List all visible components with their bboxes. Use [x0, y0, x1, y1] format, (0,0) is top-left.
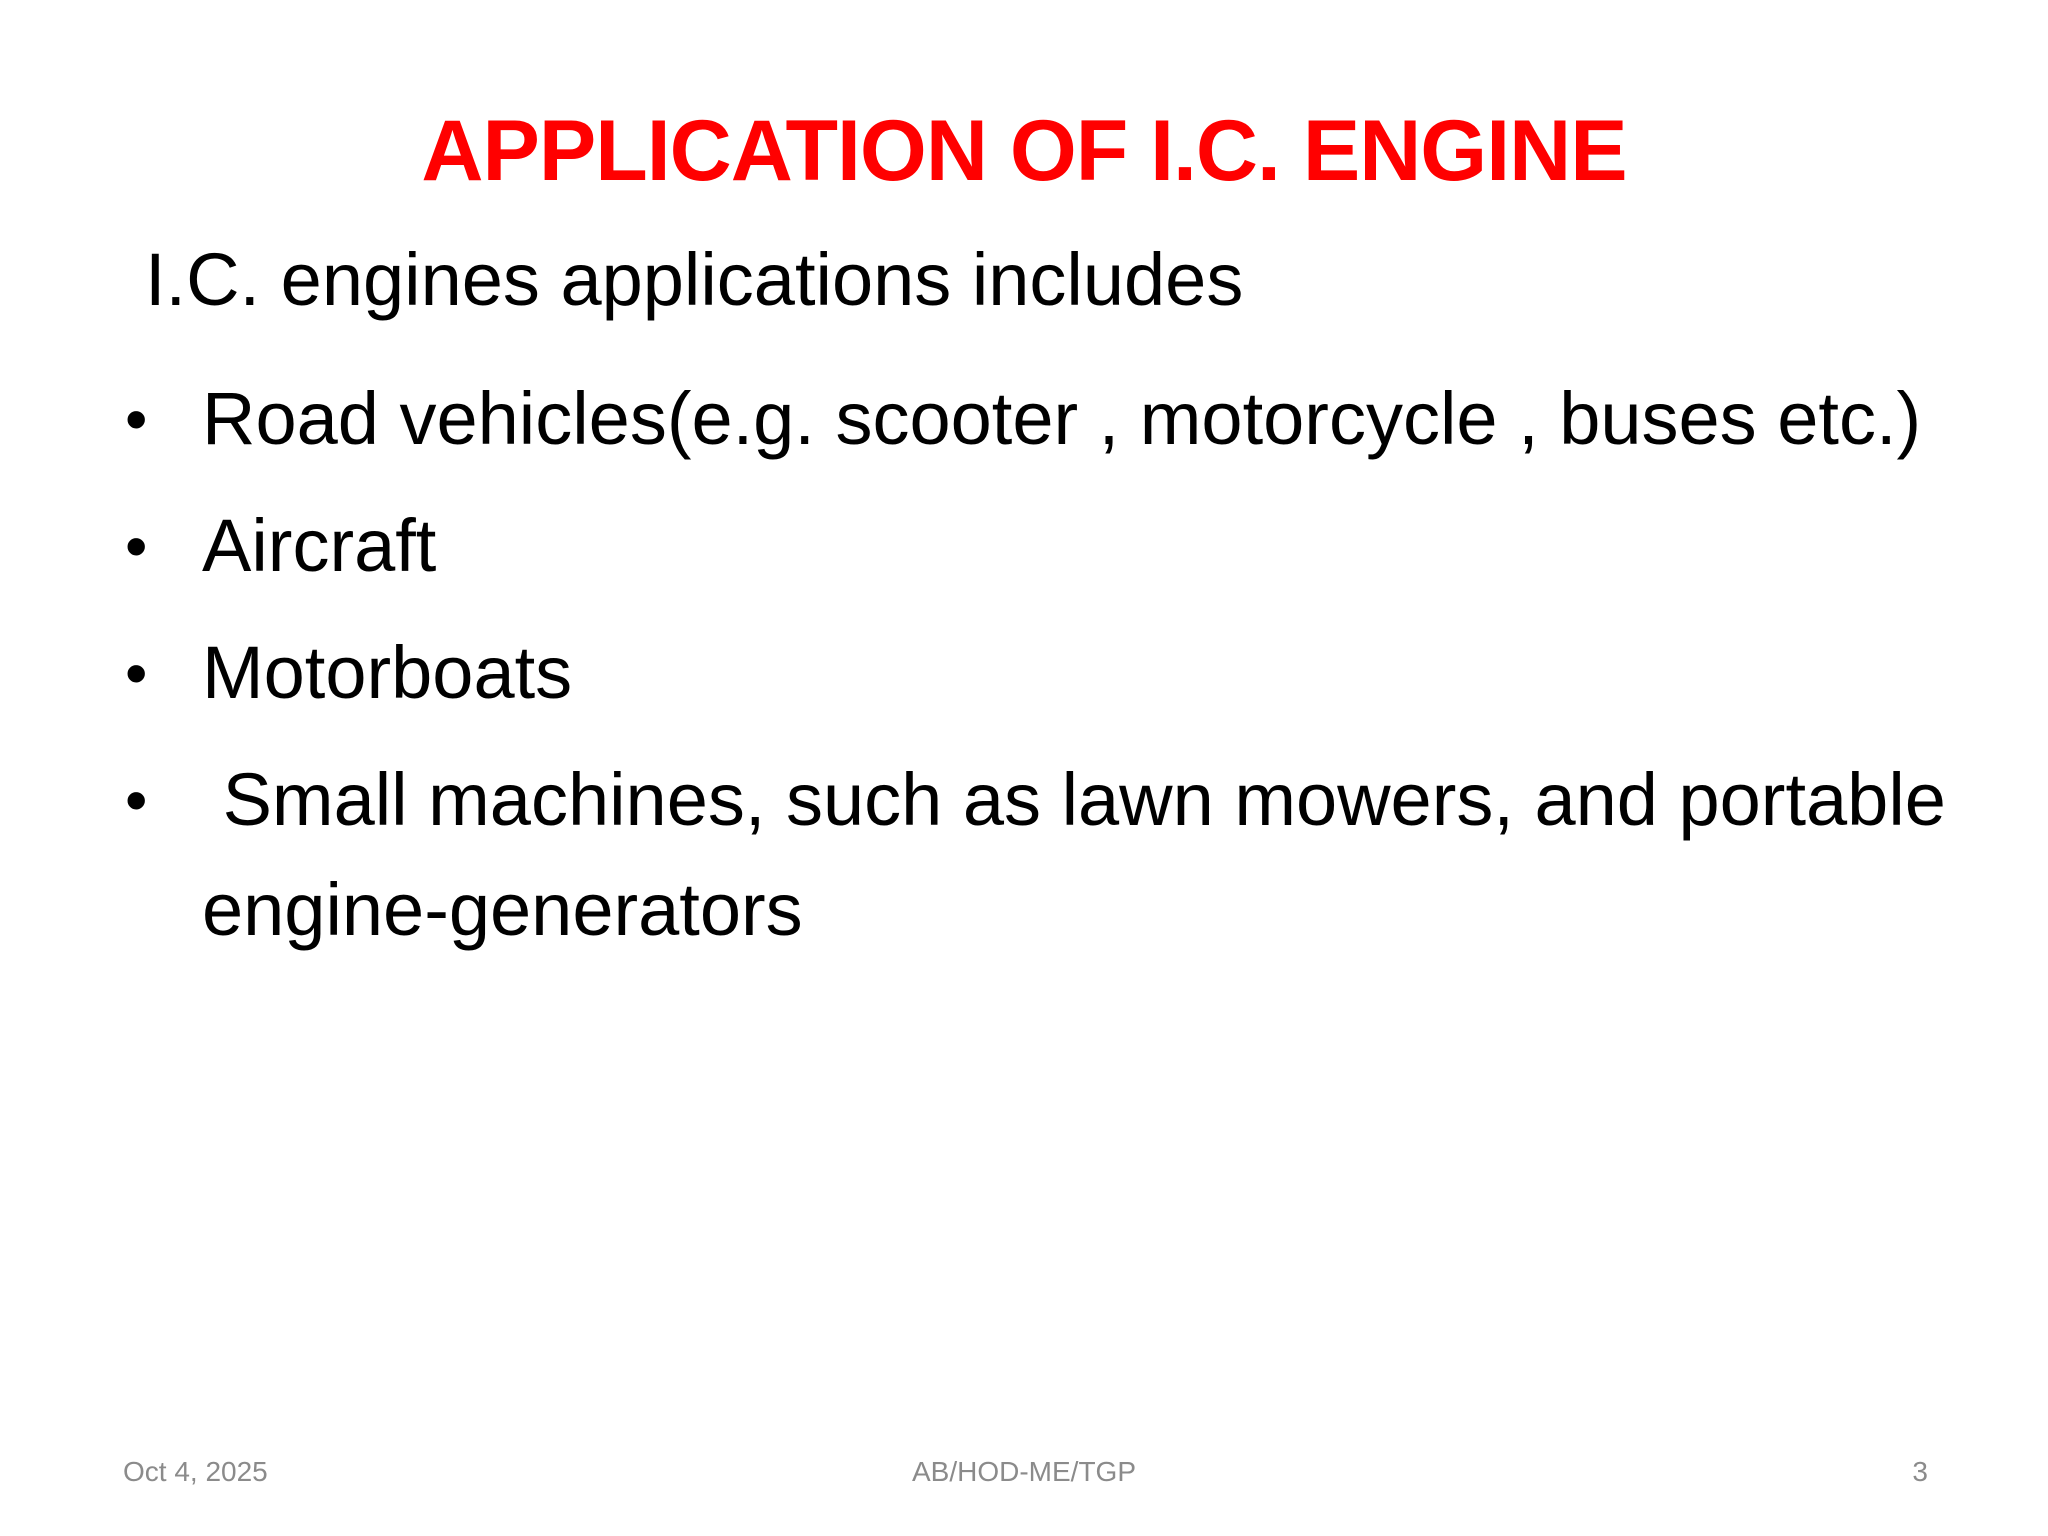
bullet-text: Motorboats [202, 631, 573, 714]
footer-author: AB/HOD-ME/TGP [911, 1456, 1136, 1487]
bullet-text: Road vehicles(e.g. scooter , motorcycle , buses etc.) [202, 377, 1922, 460]
intro-text: I.C. engines applications includes [145, 238, 1244, 321]
bullet-text: Small machines, such as lawn mowers, and portable engine-generators [202, 758, 1967, 951]
bullet-icon: • [125, 383, 148, 455]
bullet-item-motorboats [125, 618, 1965, 728]
bullet-item-road-vehicles [125, 364, 1965, 474]
bullet-text: Aircraft [202, 504, 437, 587]
bullet-item-small-machines [125, 745, 1965, 965]
bullet-icon: • [125, 510, 148, 582]
slide-title: APPLICATION OF I.C. ENGINE [421, 103, 1627, 199]
footer-date: Oct 4, 2025 [123, 1456, 268, 1487]
bullet-icon: • [125, 637, 148, 709]
bullet-item-aircraft [125, 491, 1965, 601]
bullet-list [125, 364, 1965, 982]
bullet-icon: • [125, 764, 148, 836]
footer-page-number: 3 [1912, 1456, 1928, 1487]
